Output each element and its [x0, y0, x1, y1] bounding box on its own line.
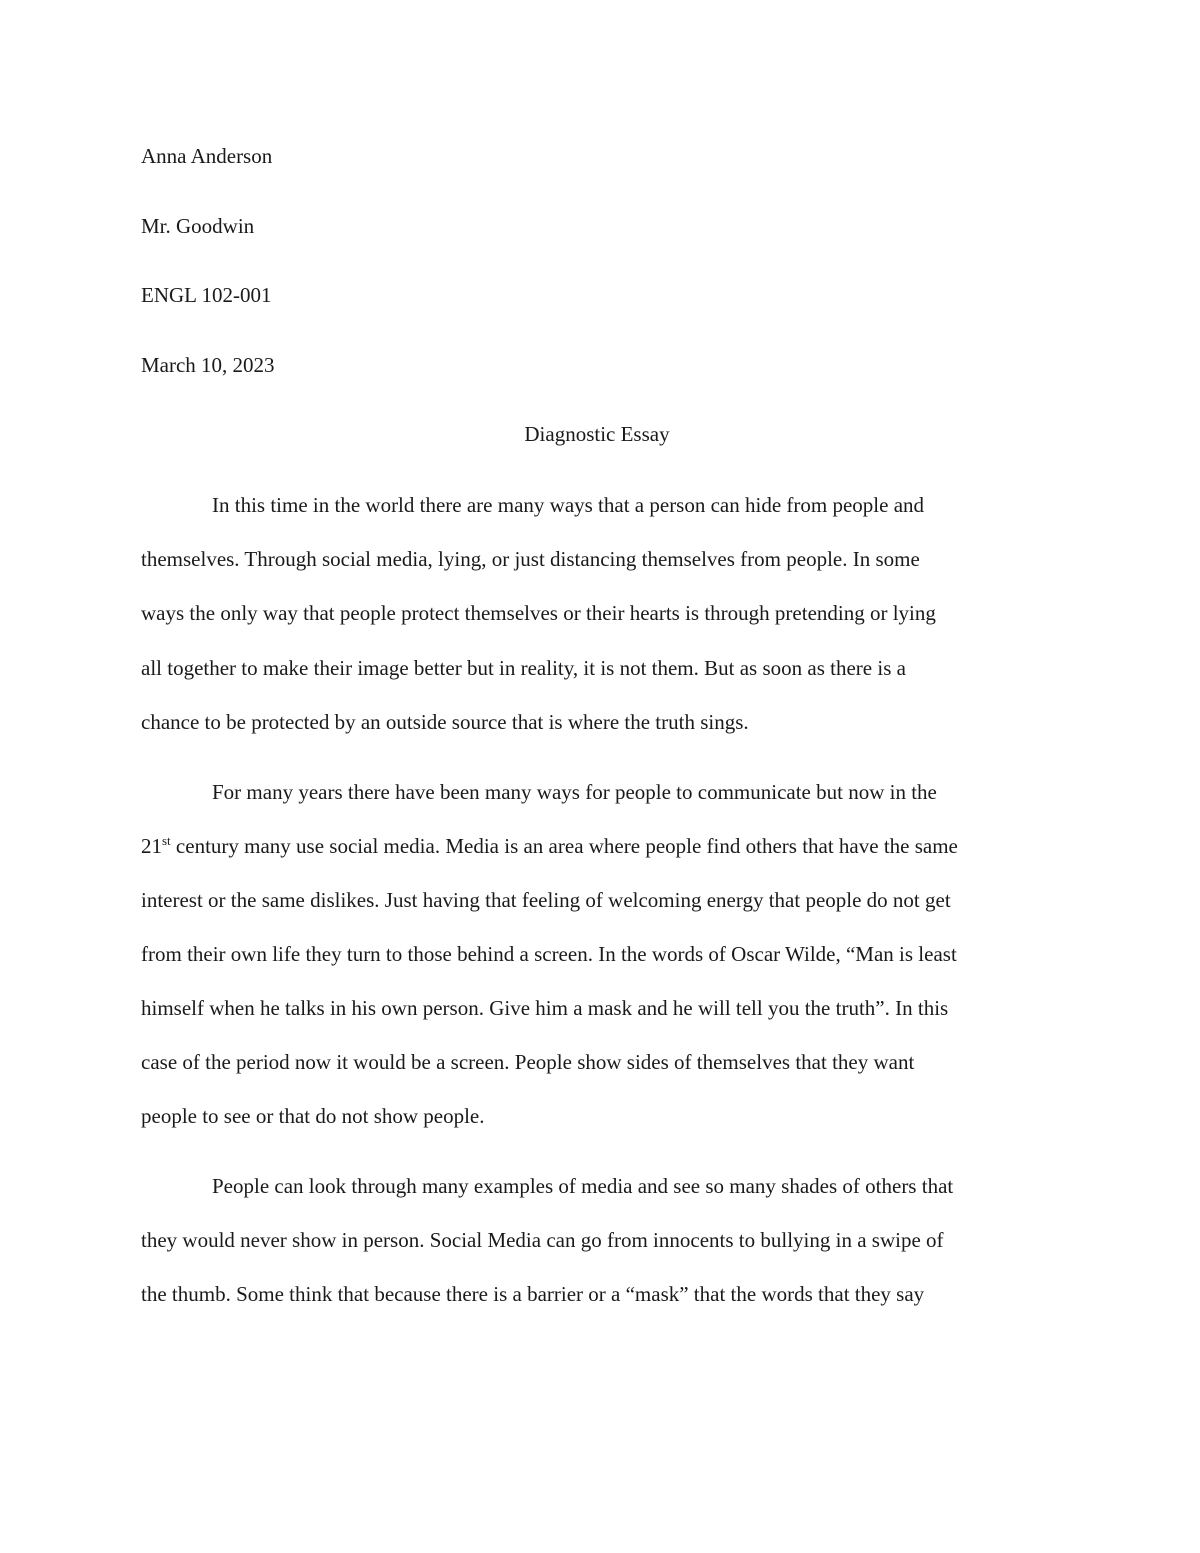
paragraph-line: the thumb. Some think that because there is a barrier or a “mask” that the words that they say	[141, 1282, 925, 1306]
paragraph-line: from their own life they turn to those behind a screen. In the words of Oscar Wilde, “Man is least	[141, 942, 957, 966]
paragraph-line: they would never show in person. Social Media can go from innocents to bullying in a swipe of	[141, 1228, 944, 1252]
paragraph-line: chance to be protected by an outside source that is where the truth sings.	[141, 710, 749, 734]
paragraph-line: himself when he talks in his own person. Give him a mask and he will tell you the truth”. In this	[141, 996, 949, 1020]
paragraph-line: case of the period now it would be a screen. People show sides of themselves that they want	[141, 1050, 915, 1074]
ordinal-number: 21	[141, 834, 162, 858]
paragraph-line: People can look through many examples of media and see so many shades of others that	[212, 1174, 954, 1198]
paragraph-line: ways the only way that people protect themselves or their hearts is through pretending or lying	[141, 601, 936, 625]
paragraph-line: interest or the same dislikes. Just having that feeling of welcoming energy that people do not get	[141, 888, 951, 912]
essay-date: March 10, 2023	[141, 353, 275, 377]
author-name: Anna Anderson	[141, 144, 273, 168]
paragraph-line: themselves. Through social media, lying, or just distancing themselves from people. In some	[141, 547, 920, 571]
line-text: century many use social media. Media is an area where people find others that have the same	[170, 834, 958, 858]
instructor-name: Mr. Goodwin	[141, 214, 255, 238]
paragraph-line: all together to make their image better but in reality, it is not them. But as soon as there is a	[141, 656, 906, 680]
course-code: ENGL 102-001	[141, 283, 272, 307]
paragraph-line: For many years there have been many ways for people to communicate but now in the	[212, 780, 937, 804]
paragraph-line: In this time in the world there are many ways that a person can hide from people and	[212, 493, 925, 517]
essay-title: Diagnostic Essay	[524, 422, 670, 446]
paragraph-line	[141, 832, 958, 860]
paragraph-line: people to see or that do not show people.	[141, 1104, 485, 1128]
ordinal-suffix: st	[162, 833, 171, 848]
